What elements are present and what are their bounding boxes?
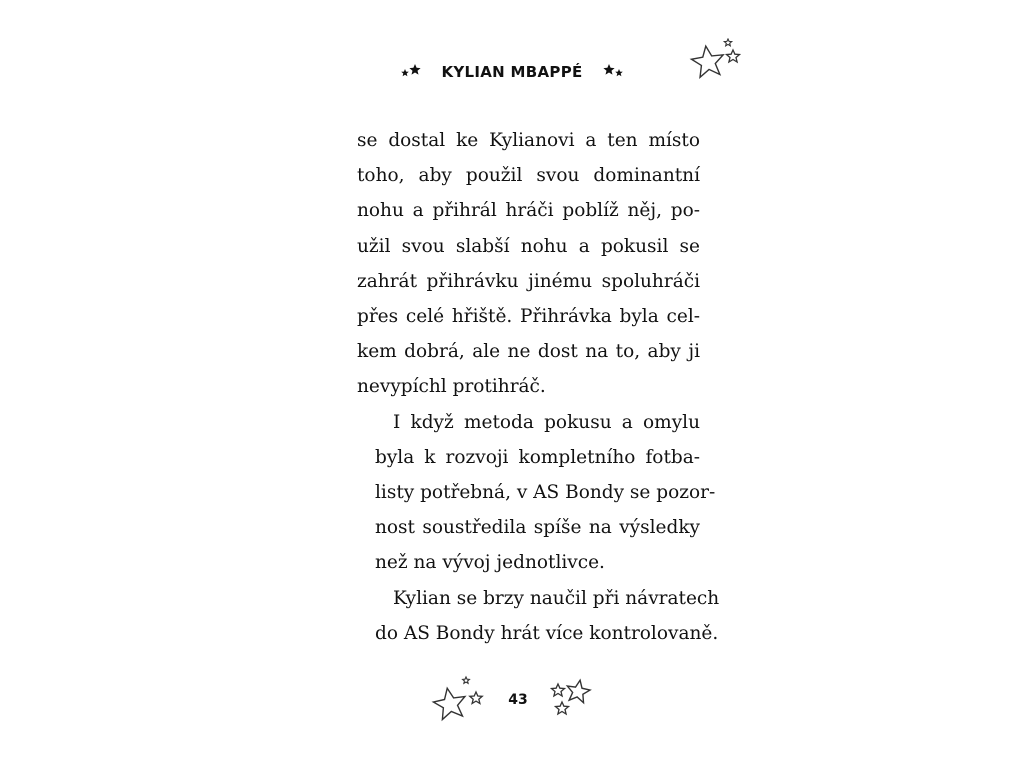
running-header	[0, 62, 1024, 81]
text-line: Kylian se brzy naučil při návratech	[393, 587, 720, 609]
page-number: 43	[508, 692, 528, 708]
page-footer	[0, 672, 1024, 732]
small-stars-icon	[602, 63, 624, 81]
text-line: byla k rozvoji kompletního fotba-	[375, 446, 700, 468]
text-line: přes celé hřiště. Přihrávka byla cel-	[357, 306, 700, 328]
text-line: nevypíchl protihráč.	[357, 376, 546, 398]
body-text	[357, 123, 720, 651]
small-stars-icon	[400, 63, 422, 81]
text-line: užil svou slabší nohu a pokusil se	[357, 235, 700, 257]
text-line: toho, aby použil svou dominantní	[357, 165, 700, 187]
text-line: I když metoda pokusu a omylu	[393, 411, 700, 433]
text-line: nost soustředila spíše na výsledky	[375, 517, 700, 539]
text-line: se dostal ke Kylianovi a ten místo	[357, 130, 700, 151]
text-line: nohu a přihrál hráči poblíž něj, po-	[357, 200, 700, 222]
outline-stars-icon	[426, 674, 488, 726]
text-line: než na vývoj jednotlivce.	[375, 552, 605, 574]
text-line: listy potřebná, v AS Bondy se pozor-	[375, 482, 716, 504]
outline-stars-icon	[686, 38, 746, 84]
paragraph	[357, 123, 700, 405]
header-title: KYLIAN MBAPPÉ	[441, 62, 583, 81]
paragraph	[357, 581, 720, 651]
paragraph	[357, 405, 716, 581]
outline-stars-icon	[546, 676, 598, 720]
text-line: kem dobrá, ale ne dost na to, aby ji	[357, 341, 700, 363]
text-line: do AS Bondy hrát více kontrolovaně.	[375, 622, 719, 644]
text-line: zahrát přihrávku jinému spoluhráči	[357, 270, 700, 292]
